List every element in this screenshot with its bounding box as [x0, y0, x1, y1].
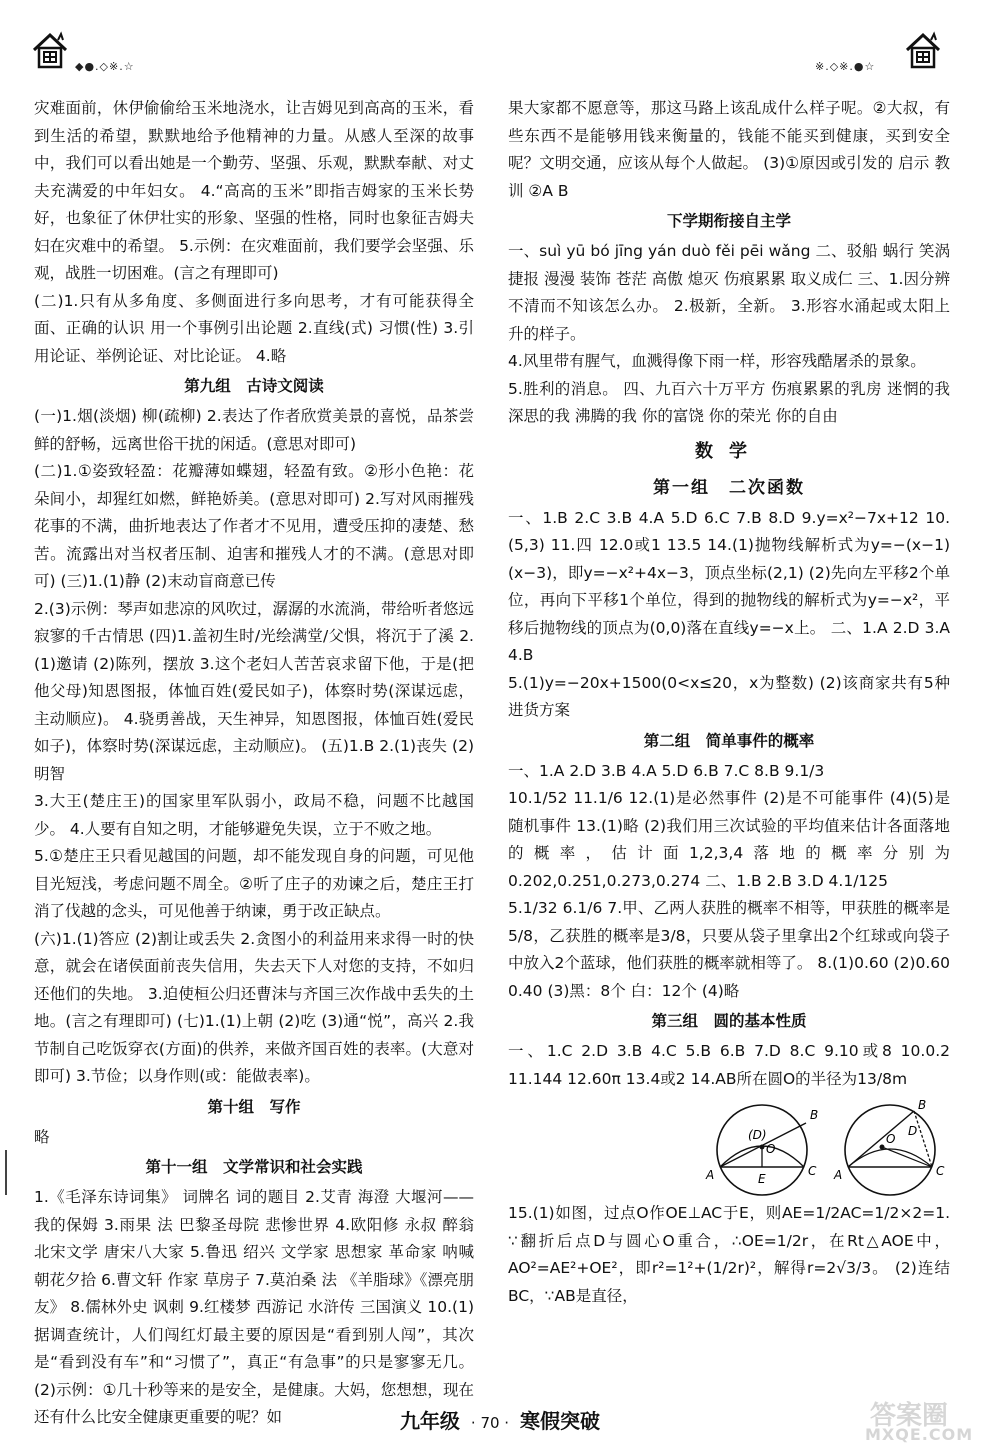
watermark-text: 答案圈 [870, 1401, 949, 1431]
answer-paragraph: 5.(1)y=−20x+1500(0<x≤20，x为整数) (2)该商家共有5种进货方案 [508, 673, 950, 719]
point-label: C [808, 1164, 817, 1178]
page-header [0, 30, 1000, 90]
section-heading: 下学期衔接自主学 [666, 212, 791, 230]
point-label: A [834, 1168, 843, 1182]
section-heading: 第一组 二次函数 [653, 477, 805, 498]
answer-paragraph: 3.大王(楚庄王)的国家里军队弱小，政局不稳，问题不比越国少。 4.人要有自知之明，才能够避免失误，立于不败之地。 [34, 792, 474, 838]
answer-paragraph: 果大家都不愿意等，那这马路上该乱成什么样子呢。②大叔，有些东西不是能够用钱来衡量的，钱能不能买到健康，买到安全呢？文明交通，应该从每个人做起。 (3)①原因或引发的 启示 教训 ②A B [508, 99, 950, 200]
section-heading: 第十组 写作 [207, 1097, 301, 1116]
answer-paragraph: 15.(1)如图，过点O作OE⊥AC于E，则AE=1/2AC=1/2×2=1. ∵翻折后点D与圆心O重合，∴OE=1/2r，在Rt△AOE中，AO²=AE²+OE²，即r²=1²+(1/2r)²，解得r=2√3/3。 (2)连结BC，∵AB是直径， [508, 1204, 950, 1305]
series-title: 寒假突破 [520, 1409, 601, 1433]
answer-paragraph: 一、1.C 2.D 3.B 4.C 5.B 6.B 7.D 8.C 9.10或8 10.0.2 11.144 12.60π 13.4或2 14.AB所在圆O的半径为13/8m [508, 1042, 950, 1088]
subject-heading: 数学 [695, 440, 763, 462]
answer-paragraph: 5.胜利的消息。 四、九百六十万平方 伤痕累累的乳房 迷惘的我 深思的我 沸腾的我 你的富饶 你的荣光 你的自由 [508, 379, 950, 425]
answer-paragraph: 一、1.A 2.D 3.B 4.A 5.D 6.B 7.C 8.B 9.1/3 [508, 761, 825, 780]
answer-paragraph: 一、suì yū bó jīng yán duò fěi pēi wǎng 二、驳船 蜗行 笑涡 捷报 漫漫 装饰 苍茫 高傲 熄灭 伤痕累累 取义成仁 三、1.因分辨不清而不知该怎么办。 2.极新，全新。 3.形容水涌起或太阳上升的样子。 [508, 242, 950, 343]
point-label: O [766, 1142, 776, 1156]
answer-paragraph: 5.1/32 6.1/6 7.甲、乙两人获胜的概率不相等，甲获胜的概率是5/8，乙获胜的概率是3/8，只要从袋子里拿出2个红球或向袋子中放入2个蓝球，他们获胜的概率就相等了。 8.(1)0.60 (2)0.60 0.40 (3)黑：8个 白：12个 (4)略 [508, 899, 950, 1000]
section-heading: 第二组 简单事件的概率 [643, 731, 815, 750]
point-label: C [936, 1164, 945, 1178]
answer-paragraph: (一)1.烟(淡烟) 柳(疏柳) 2.表达了作者欣赏美景的喜悦，品茶尝鲜的舒畅，远离世俗干扰的闲适。(意思对即可) [34, 407, 474, 453]
answer-paragraph: (六)1.(1)答应 (2)割让或丢失 2.贪图小的利益用来求得一时的快意，就会在诸侯面前丧失信用，失去天下人对您的支持，不如归还他们的失地。 3.迫使桓公归还曹沫与齐国三次作战中丢失的土地。(言之有理即可) (七)1.(1)上朝 (2)吃 (3)通“悦”，高兴 2.我节制自己吃饭穿衣(方面)的供养，来做齐国百姓的表率。(大意对即可) 3.节俭；以身作则(或：能做表率)。 [34, 929, 474, 1085]
page-number: · 70 · [470, 1414, 510, 1432]
right-column [508, 95, 950, 1310]
circle-figure-2 [830, 1095, 950, 1200]
section-heading: 第九组 古诗文阅读 [184, 377, 324, 395]
answer-paragraph: 1.《毛泽东诗词集》 词牌名 词的题目 2.艾青 海澄 大堰河——我的保姆 3.雨果 法 巴黎圣母院 悲惨世界 4.欧阳修 永叔 醉翁 北宋文学 唐宋八大家 5.鲁迅 绍兴 文学家 思想家 革命家 呐喊 朝花夕拾 6.曹文轩 作家 草房子 7.莫泊桑 法 《羊脂球》《漂亮朋友》 8.儒林外史 讽刺 9.红楼梦 西游记 水浒传 三国演义 10.(1)据调查统计，人们闯红灯最主要的原因是“看到别人闯”，其次是“看到没有车”和“习惯了”，真正“有急事”的只是寥寥无几。 (2)示例：①几十秒等来的是安全，是健康。大妈，您想想，现在还有什么比安全健康更重要的呢？如 [34, 1188, 474, 1426]
answer-paragraph: 灾难面前，休伊偷偷给玉米地浇水，让吉姆见到高高的玉米，看到生活的希望，默默地给予他精神的力量。从感人至深的故事中，我们可以看出她是一个勤劳、坚强、乐观，默默奉献、对丈夫充满爱的中年妇女。 4.“高高的玉米”即指吉姆家的玉米长势好，也象征了休伊壮实的形象、坚强的性格，同时也象征吉姆夫妇在灾难中的希望。 5.示例：在灾难面前，我们要学会坚强、乐观，战胜一切困难。(言之有理即可) [34, 99, 474, 282]
answer-paragraph: (二)1.只有从多角度、多侧面进行多向思考，才有可能获得全面、正确的认识 用一个事例引出论题 2.直线(式) 习惯(性) 3.引用论证、举例论证、对比论证。 4.略 [34, 291, 474, 365]
house-icon [903, 30, 943, 70]
watermark-url: MXQE.COM [865, 1425, 974, 1444]
point-label: O [886, 1132, 896, 1146]
geometry-figures [508, 1095, 950, 1200]
answer-paragraph: 2.(3)示例：琴声如悲凉的风吹过，潺潺的水流淌，带给听者悠远寂寥的千古情思 (四)1.盖初生时/光绘满堂/父惧，将沉于了溪 2.(1)邀请 (2)陈列，摆放 3.这个老妇人苦苦哀求留下他，于是(把他父母)知恩图报，体恤百姓(爱民如子)，体察时势(深谋远虑，主动顺应)。 4.骁勇善战，天生神异，知恩图报，体恤百姓(爱民如子)，体察时势(深谋远虑，主动顺应)。 (五)1.B 2.(1)丧失 (2)明智 [34, 599, 474, 783]
grade-label: 九年级 [399, 1409, 460, 1433]
page-footer [0, 1405, 1000, 1434]
point-label: A [706, 1168, 715, 1182]
answer-paragraph: (二)1.①姿致轻盈：花瓣薄如蝶翅，轻盈有致。②形小色艳：花朵间小，却猩红如燃，鲜艳娇美。(意思对即可) 2.写对风雨摧残花事的不满，曲折地表达了作者才不见用，遭受压抑的凄楚、愁苦。流露出对当权者压制、迫害和摧残人才的不满。(意思对即可) (三)1.(1)静 (2)末动盲商意已传 [34, 462, 474, 590]
house-icon [30, 30, 70, 70]
section-heading: 第十一组 文学常识和社会实践 [145, 1158, 363, 1176]
header-decoration-right: ※.◇※.●☆ [815, 60, 876, 73]
section-heading: 第三组 圆的基本性质 [651, 1012, 807, 1030]
point-label: (D) [748, 1128, 767, 1142]
header-decoration-left: ◆●.◇※.☆ [75, 60, 135, 73]
answer-paragraph: 10.1/52 11.1/6 12.(1)是必然事件 (2)是不可能事件 (4)(5)是随机事件 13.(1)略 (2)我们用三次试验的平均值来估计各面落地的概率，估计面1,2,3,4落地的概率分别为0.202,0.251,0.273,0.274 二、1.B 2.B 3.D 4.1/125 [508, 789, 950, 890]
answer-paragraph: 4.风里带有腥气，血溅得像下雨一样，形容残酷屠杀的景象。 [508, 352, 926, 370]
answer-paragraph: 5.①楚庄王只看见越国的问题，却不能发现自身的问题，可见他目光短浅，考虑问题不周全。②听了庄子的劝谏之后，楚庄王打消了伐越的念头，可见他善于纳谏，勇于改正缺点。 [34, 847, 474, 920]
point-label: D [908, 1124, 918, 1138]
answer-paragraph: 一、1.B 2.C 3.B 4.A 5.D 6.C 7.B 8.D 9.y=x²−7x+12 10.(5,3) 11.四 12.0或1 13.5 14.(1)抛物线解析式为y=−(x−1)(x−3)，即y=−x²+4x−3，顶点坐标(2,1) (2)先向左平移2个单位，再向下平移1个单位，得到的抛物线的解析式为y=−x²，平移后抛物线的顶点为(0,0)落在直线y=−x上。 二、1.A 2.D 3.A 4.B [508, 508, 950, 664]
answer-paragraph: 略 [34, 1127, 50, 1146]
point-label: B [918, 1098, 927, 1112]
point-label: E [758, 1172, 766, 1186]
circle-figure-1 [702, 1095, 822, 1200]
point-label: B [810, 1108, 819, 1122]
left-column [34, 95, 474, 1432]
watermark-logo [860, 1395, 980, 1445]
margin-mark [5, 1150, 7, 1195]
